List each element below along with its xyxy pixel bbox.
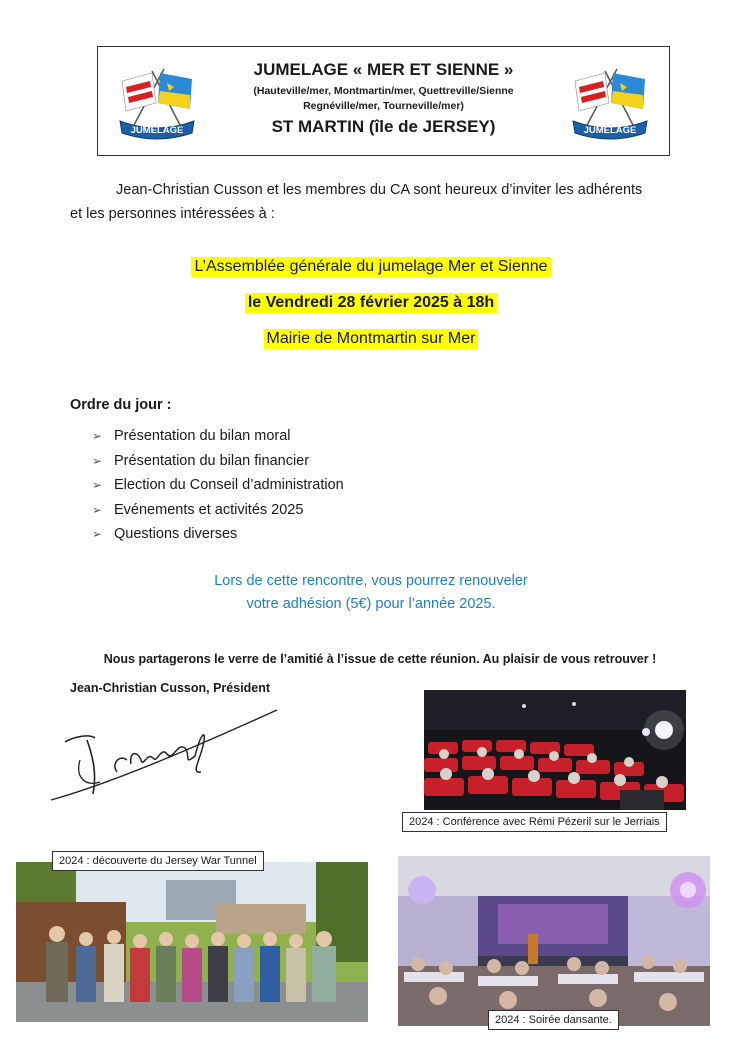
renewal-text bbox=[0, 570, 742, 616]
header-partner: ST MARTIN (île de JERSEY) bbox=[271, 117, 496, 136]
agenda-item bbox=[92, 498, 344, 523]
arrow-bullet-icon: ➢ bbox=[92, 527, 103, 541]
caption-conference: 2024 : Conférence avec Rémi Pézeril sur le Jerriais bbox=[402, 812, 667, 832]
agenda-item-text: Questions diverses bbox=[114, 526, 238, 542]
arrow-bullet-icon: ➢ bbox=[92, 429, 103, 443]
header-towns-line2: Regnéville/mer, Tourneville/mer) bbox=[303, 100, 464, 112]
agenda-item-text: Election du Conseil d’administration bbox=[114, 477, 344, 493]
agenda-title: Ordre du jour : bbox=[70, 397, 172, 413]
signer-name: Jean-Christian Cusson, Président bbox=[70, 681, 271, 695]
header-towns-line1: (Hauteville/mer, Montmartin/mer, Quettreville/Sienne bbox=[253, 85, 514, 97]
invitation-line1: Jean-Christian Cusson et les membres du CA sont heureux d’inviter les adhérents bbox=[116, 182, 643, 198]
header-towns bbox=[98, 84, 669, 114]
header-box bbox=[97, 46, 670, 156]
photo-war-tunnel bbox=[16, 862, 368, 1022]
agenda-item bbox=[92, 522, 344, 547]
signature bbox=[45, 702, 285, 807]
invitation-line2: et les personnes intéressées à : bbox=[70, 206, 275, 222]
agenda-item bbox=[92, 449, 344, 474]
caption-war-tunnel: 2024 : découverte du Jersey War Tunnel bbox=[52, 851, 264, 871]
agenda-item-text: Présentation du bilan financier bbox=[114, 452, 310, 469]
photo-dance-evening bbox=[398, 856, 710, 1026]
event-date bbox=[0, 293, 742, 313]
event-place-highlight: Mairie de Montmartin sur Mer bbox=[264, 329, 479, 349]
logo-banner-text-left: JUMELAGE bbox=[130, 125, 184, 136]
photo-conference bbox=[424, 690, 686, 810]
agenda-item bbox=[92, 473, 344, 498]
event-date-highlight: le Vendredi 28 février 2025 à 18h bbox=[245, 293, 497, 313]
arrow-bullet-icon: ➢ bbox=[92, 453, 103, 468]
agenda-item-text: Présentation du bilan moral bbox=[114, 428, 291, 444]
agenda-item-text: Evénements et activités 2025 bbox=[114, 501, 304, 518]
logo-banner-text-right: JUMELAGE bbox=[583, 125, 637, 136]
agenda-item bbox=[92, 424, 344, 449]
event-name-highlight: L’Assemblée générale du jumelage Mer et Sienne bbox=[191, 257, 550, 277]
invitation-text bbox=[70, 178, 710, 226]
renewal-line1: Lors de cette rencontre, vous pourrez renouveler bbox=[214, 573, 528, 589]
renewal-line2: votre adhésion (5€) pour l’année 2025. bbox=[246, 596, 496, 612]
caption-dance-evening: 2024 : Soirée dansante. bbox=[488, 1010, 619, 1030]
header-title: JUMELAGE « MER ET SIENNE » bbox=[253, 60, 514, 79]
arrow-bullet-icon: ➢ bbox=[92, 502, 103, 517]
arrow-bullet-icon: ➢ bbox=[92, 478, 103, 492]
event-name bbox=[0, 257, 742, 277]
agenda-list bbox=[92, 424, 344, 547]
closing-text: Nous partagerons le verre de l’amitié à l’issue de cette réunion. Au plaisir de vous retrouver ! bbox=[103, 652, 657, 666]
event-place bbox=[0, 329, 742, 349]
